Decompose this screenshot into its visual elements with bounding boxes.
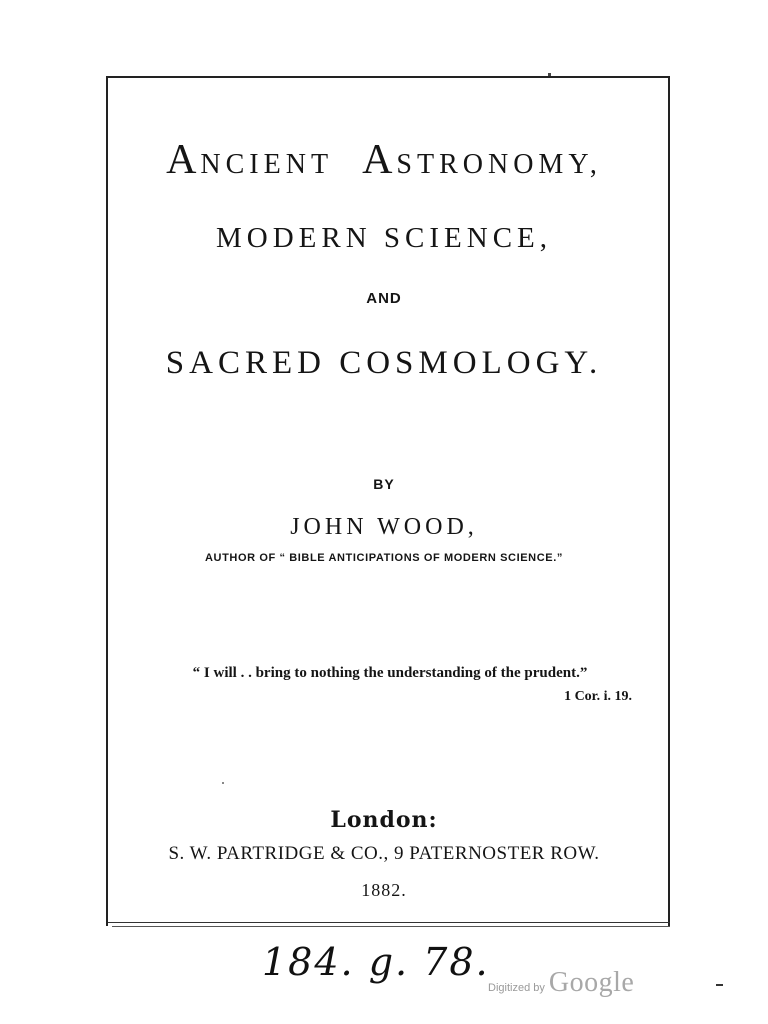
google-logo: Google <box>548 967 635 998</box>
speck <box>222 782 224 784</box>
epigraph-reference: 1 Cor. i. 19. <box>564 689 632 704</box>
author-note: AUTHOR OF “ BIBLE ANTICIPATIONS OF MODERN SCIENCE.” <box>205 552 563 564</box>
author-name: JOHN WOOD, <box>290 514 478 540</box>
title-line-1 <box>0 136 768 184</box>
title-conjunction: AND <box>366 290 402 307</box>
epigraph-quote: “ I will . . bring to nothing the understanding of the prudent.” <box>192 665 588 681</box>
page-border-top <box>106 76 669 78</box>
imprint-place: London: <box>330 807 438 833</box>
margin-mark <box>716 984 723 986</box>
page-border-bottom <box>108 922 670 923</box>
page-border-left <box>106 76 108 926</box>
title-line-2: MODERN SCIENCE, <box>215 222 552 254</box>
digitized-by-watermark <box>488 967 634 999</box>
library-shelfmark: 184. g. 78. <box>262 940 490 984</box>
title-word-astronomy: ASTRONOMY, <box>362 137 602 183</box>
title-word-ancient: ANCIENT <box>166 137 334 183</box>
title-line-3: SACRED COSMOLOGY. <box>165 345 603 381</box>
imprint-year: 1882. <box>361 880 407 900</box>
digitized-prefix: Digitized by <box>488 982 545 994</box>
page-border-right <box>668 76 670 926</box>
imprint-publisher: S. W. PARTRIDGE & CO., 9 PATERNOSTER ROW. <box>168 843 600 864</box>
byline-by: BY <box>373 476 395 492</box>
page-border-bottom-inner <box>112 926 670 927</box>
